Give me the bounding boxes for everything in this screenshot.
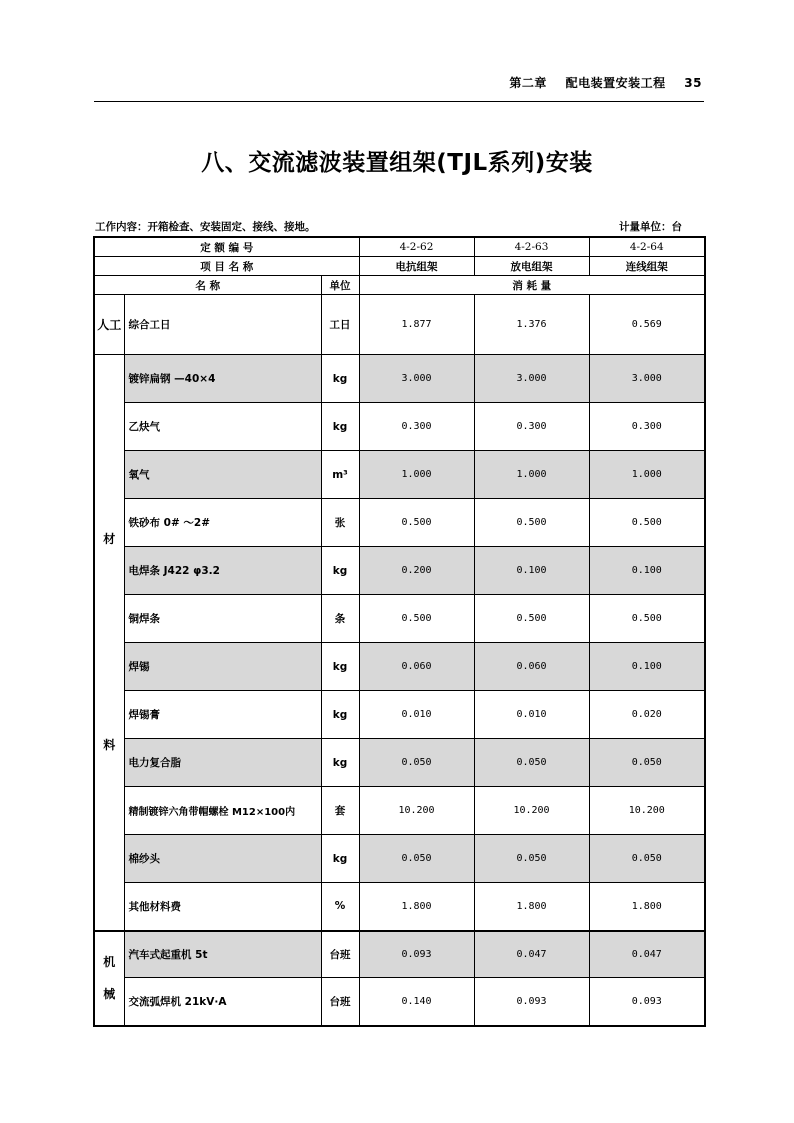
category-machine	[94, 931, 124, 1026]
table-row	[94, 978, 705, 1026]
row-name: 铜焊条	[124, 595, 321, 643]
row-unit: kg	[321, 403, 359, 451]
row-value: 0.569	[589, 295, 705, 355]
row-value: 10.200	[589, 787, 705, 835]
work-content: 工作内容：开箱检查、安装固定、接线、接地。	[95, 221, 316, 233]
table-row	[94, 787, 705, 835]
row-value: 0.300	[359, 403, 474, 451]
row-name: 棉纱头	[124, 835, 321, 883]
row-unit: 台班	[321, 978, 359, 1026]
row-unit: 工日	[321, 295, 359, 355]
table-row	[94, 883, 705, 931]
row-value: 0.500	[359, 595, 474, 643]
row-unit: kg	[321, 547, 359, 595]
row-name: 乙炔气	[124, 403, 321, 451]
category-material-bottom: 料	[103, 738, 116, 753]
row-unit: 台班	[321, 931, 359, 978]
row-value: 10.200	[359, 787, 474, 835]
category-machine-bottom: 械	[103, 987, 116, 1001]
work-content-line	[95, 219, 682, 234]
row-value: 0.047	[474, 931, 589, 978]
row-name: 电力复合脂	[124, 739, 321, 787]
row-value: 0.020	[589, 691, 705, 739]
table-row	[94, 547, 705, 595]
row-name: 精制镀锌六角带帽螺栓 M12×100内	[124, 787, 321, 835]
row-value: 0.047	[589, 931, 705, 978]
table-row	[94, 643, 705, 691]
table-row	[94, 451, 705, 499]
row-value: 0.300	[589, 403, 705, 451]
row-value: 0.050	[359, 739, 474, 787]
row-unit: kg	[321, 643, 359, 691]
row-unit: %	[321, 883, 359, 931]
header-rule	[94, 101, 704, 102]
row-name: 综合工日	[124, 295, 321, 355]
category-material	[94, 355, 124, 931]
row-value: 0.093	[474, 978, 589, 1026]
row-value: 0.200	[359, 547, 474, 595]
category-material-top: 材	[103, 532, 116, 547]
chapter-label: 第二章	[509, 76, 547, 90]
code-2: 4-2-63	[474, 237, 589, 257]
row-value: 0.500	[359, 499, 474, 547]
row-value: 0.500	[589, 595, 705, 643]
item-1: 电抗组架	[359, 257, 474, 276]
row-unit: 条	[321, 595, 359, 643]
row-name: 焊锡	[124, 643, 321, 691]
col-unit-header: 单位	[321, 276, 359, 295]
row-unit: kg	[321, 691, 359, 739]
category-machine-top: 机	[103, 955, 116, 969]
row-value: 0.500	[589, 499, 705, 547]
row-value: 3.000	[359, 355, 474, 403]
col-name-header: 名 称	[94, 276, 321, 295]
table-row	[94, 931, 705, 978]
row-value: 0.060	[474, 643, 589, 691]
row-unit: 套	[321, 787, 359, 835]
row-name: 镀锌扁钢 —40×4	[124, 355, 321, 403]
row-value: 1.800	[589, 883, 705, 931]
measure-unit-note: 计量单位：台	[619, 221, 682, 233]
quota-code-label: 定 额 编 号	[94, 237, 359, 257]
table-row	[94, 403, 705, 451]
row-value: 0.050	[474, 739, 589, 787]
row-value: 1.800	[359, 883, 474, 931]
row-value: 1.877	[359, 295, 474, 355]
row-value: 1.000	[589, 451, 705, 499]
item-name-label: 项 目 名 称	[94, 257, 359, 276]
code-1: 4-2-62	[359, 237, 474, 257]
table-row	[94, 835, 705, 883]
row-value: 0.050	[589, 835, 705, 883]
row-value: 0.010	[474, 691, 589, 739]
table-row	[94, 595, 705, 643]
page-number: 35	[684, 76, 702, 90]
table-row	[94, 499, 705, 547]
row-value: 0.300	[474, 403, 589, 451]
col-consume-header: 消 耗 量	[359, 276, 705, 295]
row-name: 氧气	[124, 451, 321, 499]
row-value: 0.100	[589, 547, 705, 595]
row-value: 1.800	[474, 883, 589, 931]
section-label: 配电装置安装工程	[565, 76, 666, 90]
row-value: 0.100	[474, 547, 589, 595]
row-value: 10.200	[474, 787, 589, 835]
row-value: 0.140	[359, 978, 474, 1026]
row-name: 铁砂布 0# ～2#	[124, 499, 321, 547]
row-value: 0.050	[589, 739, 705, 787]
row-value: 3.000	[474, 355, 589, 403]
row-unit: 张	[321, 499, 359, 547]
row-value: 0.050	[474, 835, 589, 883]
row-name: 交流弧焊机 21kV·A	[124, 978, 321, 1026]
row-value: 3.000	[589, 355, 705, 403]
table-row	[94, 295, 705, 355]
row-value: 1.000	[359, 451, 474, 499]
table-row	[94, 691, 705, 739]
row-unit: m³	[321, 451, 359, 499]
row-name: 其他材料费	[124, 883, 321, 931]
row-value: 0.500	[474, 499, 589, 547]
row-name: 汽车式起重机 5t	[124, 931, 321, 978]
row-value: 0.500	[474, 595, 589, 643]
row-unit: kg	[321, 355, 359, 403]
table-row	[94, 355, 705, 403]
table-row	[94, 739, 705, 787]
row-value: 1.000	[474, 451, 589, 499]
row-value: 0.050	[359, 835, 474, 883]
page-title: 八、交流滤波装置组架(TJL系列)安装	[201, 150, 593, 176]
item-2: 放电组架	[474, 257, 589, 276]
running-head	[495, 74, 702, 91]
row-name: 焊锡膏	[124, 691, 321, 739]
quota-table	[93, 236, 706, 1027]
row-name: 电焊条 J422 φ3.2	[124, 547, 321, 595]
row-value: 0.093	[589, 978, 705, 1026]
row-unit: kg	[321, 739, 359, 787]
row-value: 0.093	[359, 931, 474, 978]
category-labor: 人工	[94, 295, 124, 355]
row-value: 0.010	[359, 691, 474, 739]
row-value: 0.060	[359, 643, 474, 691]
code-3: 4-2-64	[589, 237, 705, 257]
row-unit: kg	[321, 835, 359, 883]
row-value: 0.100	[589, 643, 705, 691]
row-value: 1.376	[474, 295, 589, 355]
item-3: 连线组架	[589, 257, 705, 276]
